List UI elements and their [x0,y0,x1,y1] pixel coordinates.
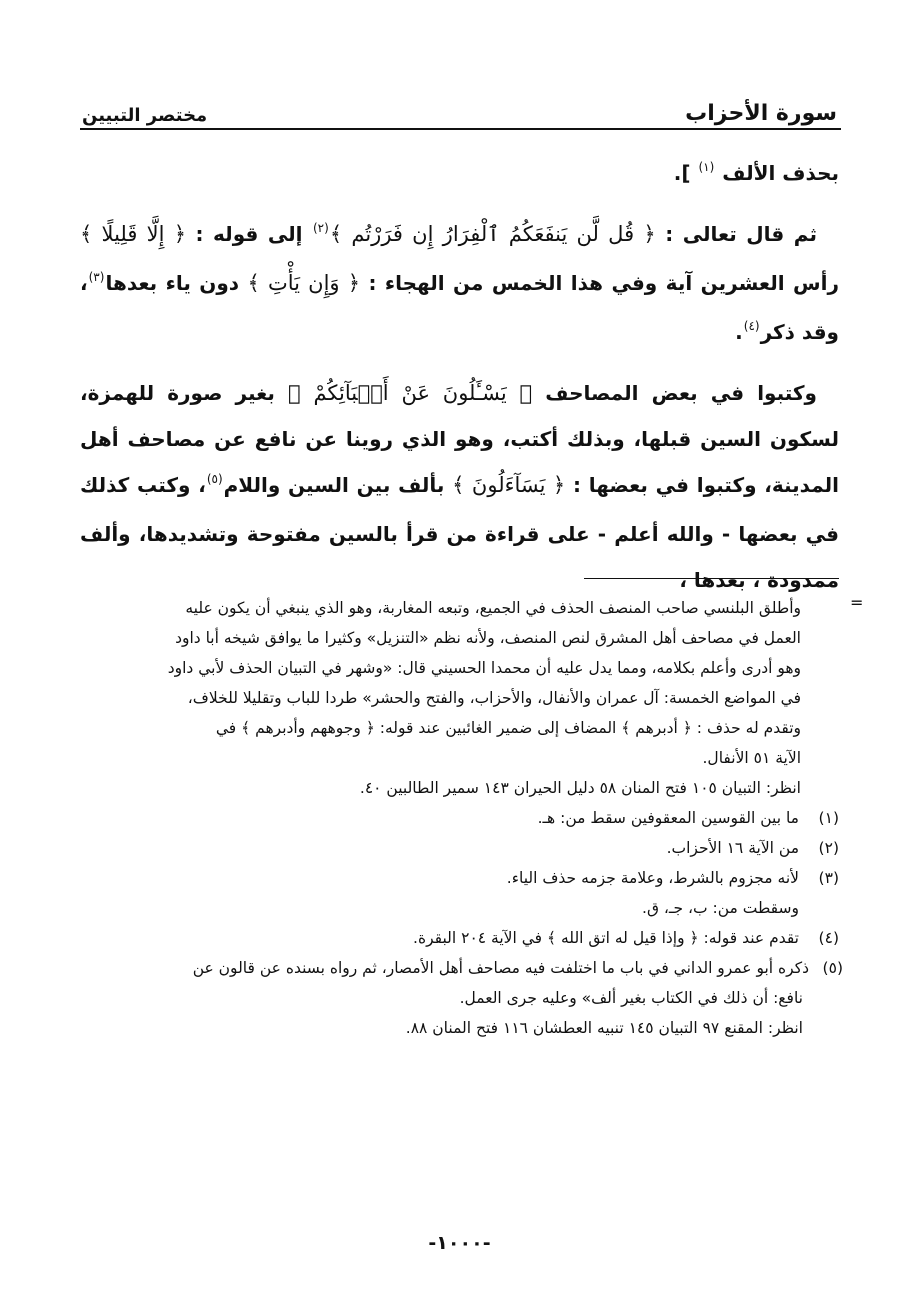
paragraph-1 [80,150,839,199]
continuation-mark: = [850,593,864,612]
footnote-line: وهو أدرى وأعلم بكلامه، ومما يدل عليه أن محمدا الحسيني قال: «وشهر في التبيان الحذف لأبي داود [167,659,801,677]
footnote-line: تقدم عند قوله: ﴿ وإذا قيل له اتق الله ﴾ في الآية ٢٠٤ البقرة. [413,929,799,947]
text-run: دون ياء بعدها [105,271,248,295]
footnote-4 [80,923,839,953]
footnote-ref-2: (٢) [312,221,329,235]
footnote-line: وسقطت من: ب، جـ، ق. [642,899,799,917]
footnotes [80,593,843,1043]
footnote-ref-1: (١) [698,160,715,174]
footnote-separator [584,578,839,579]
text-run: ]. [673,161,698,185]
running-header [82,86,837,126]
footnote-continuation [80,593,839,773]
footnote-line: العمل في مصاحف أهل المشرق لنص المنصف، ولأنه نظم «التنزيل» وكثيرا ما يوافق شيخه أبا داود [175,629,801,647]
text-run: ، وكتب كذلك في بعضها - والله أعلم - على قراءة من قرأ بالسين مفتوحة وتشديدها، وألف ممدودة ، بعدها ، [80,473,839,592]
footnote-line: في المواضع الخمسة: آل عمران والأنفال، والأحزاب، والفتح والحشر» طردا للباب وتقليلا للخلاف، [187,689,801,707]
main-text [80,150,839,603]
text-run: ، وقد ذكر [80,271,839,344]
quran-quote: ﴿ قُل لَّن يَنفَعَكُمُ ٱلْفِرَارُ إِن فَرَرْتُم ﴾ [329,222,656,246]
quran-quote: ﴿ إِلَّا قَلِيلًا ﴾ [80,222,186,246]
footnote-line: من الآية ١٦ الأحزاب. [666,839,799,857]
quran-quote: ﴿ يَسَآءَلُونَ ﴾ [452,473,566,497]
text-run: بألف بين السين واللام [223,473,453,497]
header-rule [80,128,841,130]
page-number: -١٠٠٠- [428,1232,491,1254]
text-run: وكتبوا في بعض المصاحف [532,381,817,405]
footnote-number: (٥) [822,959,843,977]
footnote-line: انظر: المقنع ٩٧ التبيان ١٤٥ تنبيه العطشان ١١٦ فتح المنان ٨٨. [405,1019,803,1037]
text-run: ثم قال تعالى : [655,222,817,246]
footnote-line: نافع: أن ذلك في الكتاب بغير ألف» وعليه جرى العمل. [459,989,803,1007]
footnote-1 [80,803,839,833]
footnote-line: الآية ٥١ الأنفال. [702,749,801,767]
paragraph-3 [80,370,839,603]
footnote-number: (١) [818,809,839,827]
footnote-line: ما بين القوسين المعقوفين سقط من: هـ. [537,809,799,827]
footnote-line: وتقدم له حذف : ﴿ أدبرهم ﴾ المضاف إلى ضمير الغائبين عند قوله: ﴿ وجوههم وأدبرهم ﴾ في [215,719,801,737]
footnote-line: ذكره أبو عمرو الداني في باب ما اختلفت فيه مصاحف أهل الأمصار، ثم رواه بسنده عن قالون عن [192,959,809,977]
footnote-reference: انظر: التبيان ١٠٥ فتح المنان ٥٨ دليل الحيران ١٤٣ سمير الطالبين ٤٠. [359,779,801,797]
footnote-ref-5: (٥) [206,472,223,486]
surah-title: سورة الأحزاب [685,101,837,126]
footnote-ref-3: (٣) [88,270,105,284]
footnote-number: (٤) [818,929,839,947]
footnote-3 [80,863,839,923]
footnote-5 [80,953,843,1043]
footnote-2 [80,833,839,863]
footnote-line: وأطلق البلنسي صاحب المنصف الحذف في الجميع، وتبعه المغاربة، وهو الذي ينبغي أن يكون عليه [185,599,801,617]
footnote-number: (٢) [818,839,839,857]
text-run: . [735,320,743,344]
text-run: بغير صورة للهمزة، لسكون السين قبلها، وبذلك أكتب، وهو الذي روينا عن نافع عن مصاحف أهل المدينة، وكتبوا في بعضها : [80,381,840,497]
footnote-line: لأنه مجزوم بالشرط، وعلامة جزمه حذف الياء. [506,869,799,887]
footnote-ref-4: (٤) [743,319,760,333]
footnote-number: (٣) [818,869,839,887]
quran-quote: ﴿ يَسْـَٔلُونَ عَنْ أَنۢبَآئِكُمْ ﴾ [288,381,533,405]
text-run: رأس العشرين آية وفي هذا الخمس من الهجاء : [360,271,839,295]
book-title: مختصر التبيين [82,105,208,126]
text-run: إلى قوله : [186,222,312,246]
paragraph-2 [80,211,839,358]
quran-quote: ﴿ وَإِن يَأْتِ ﴾ [247,271,360,295]
text-run: بحذف الألف [715,161,839,185]
